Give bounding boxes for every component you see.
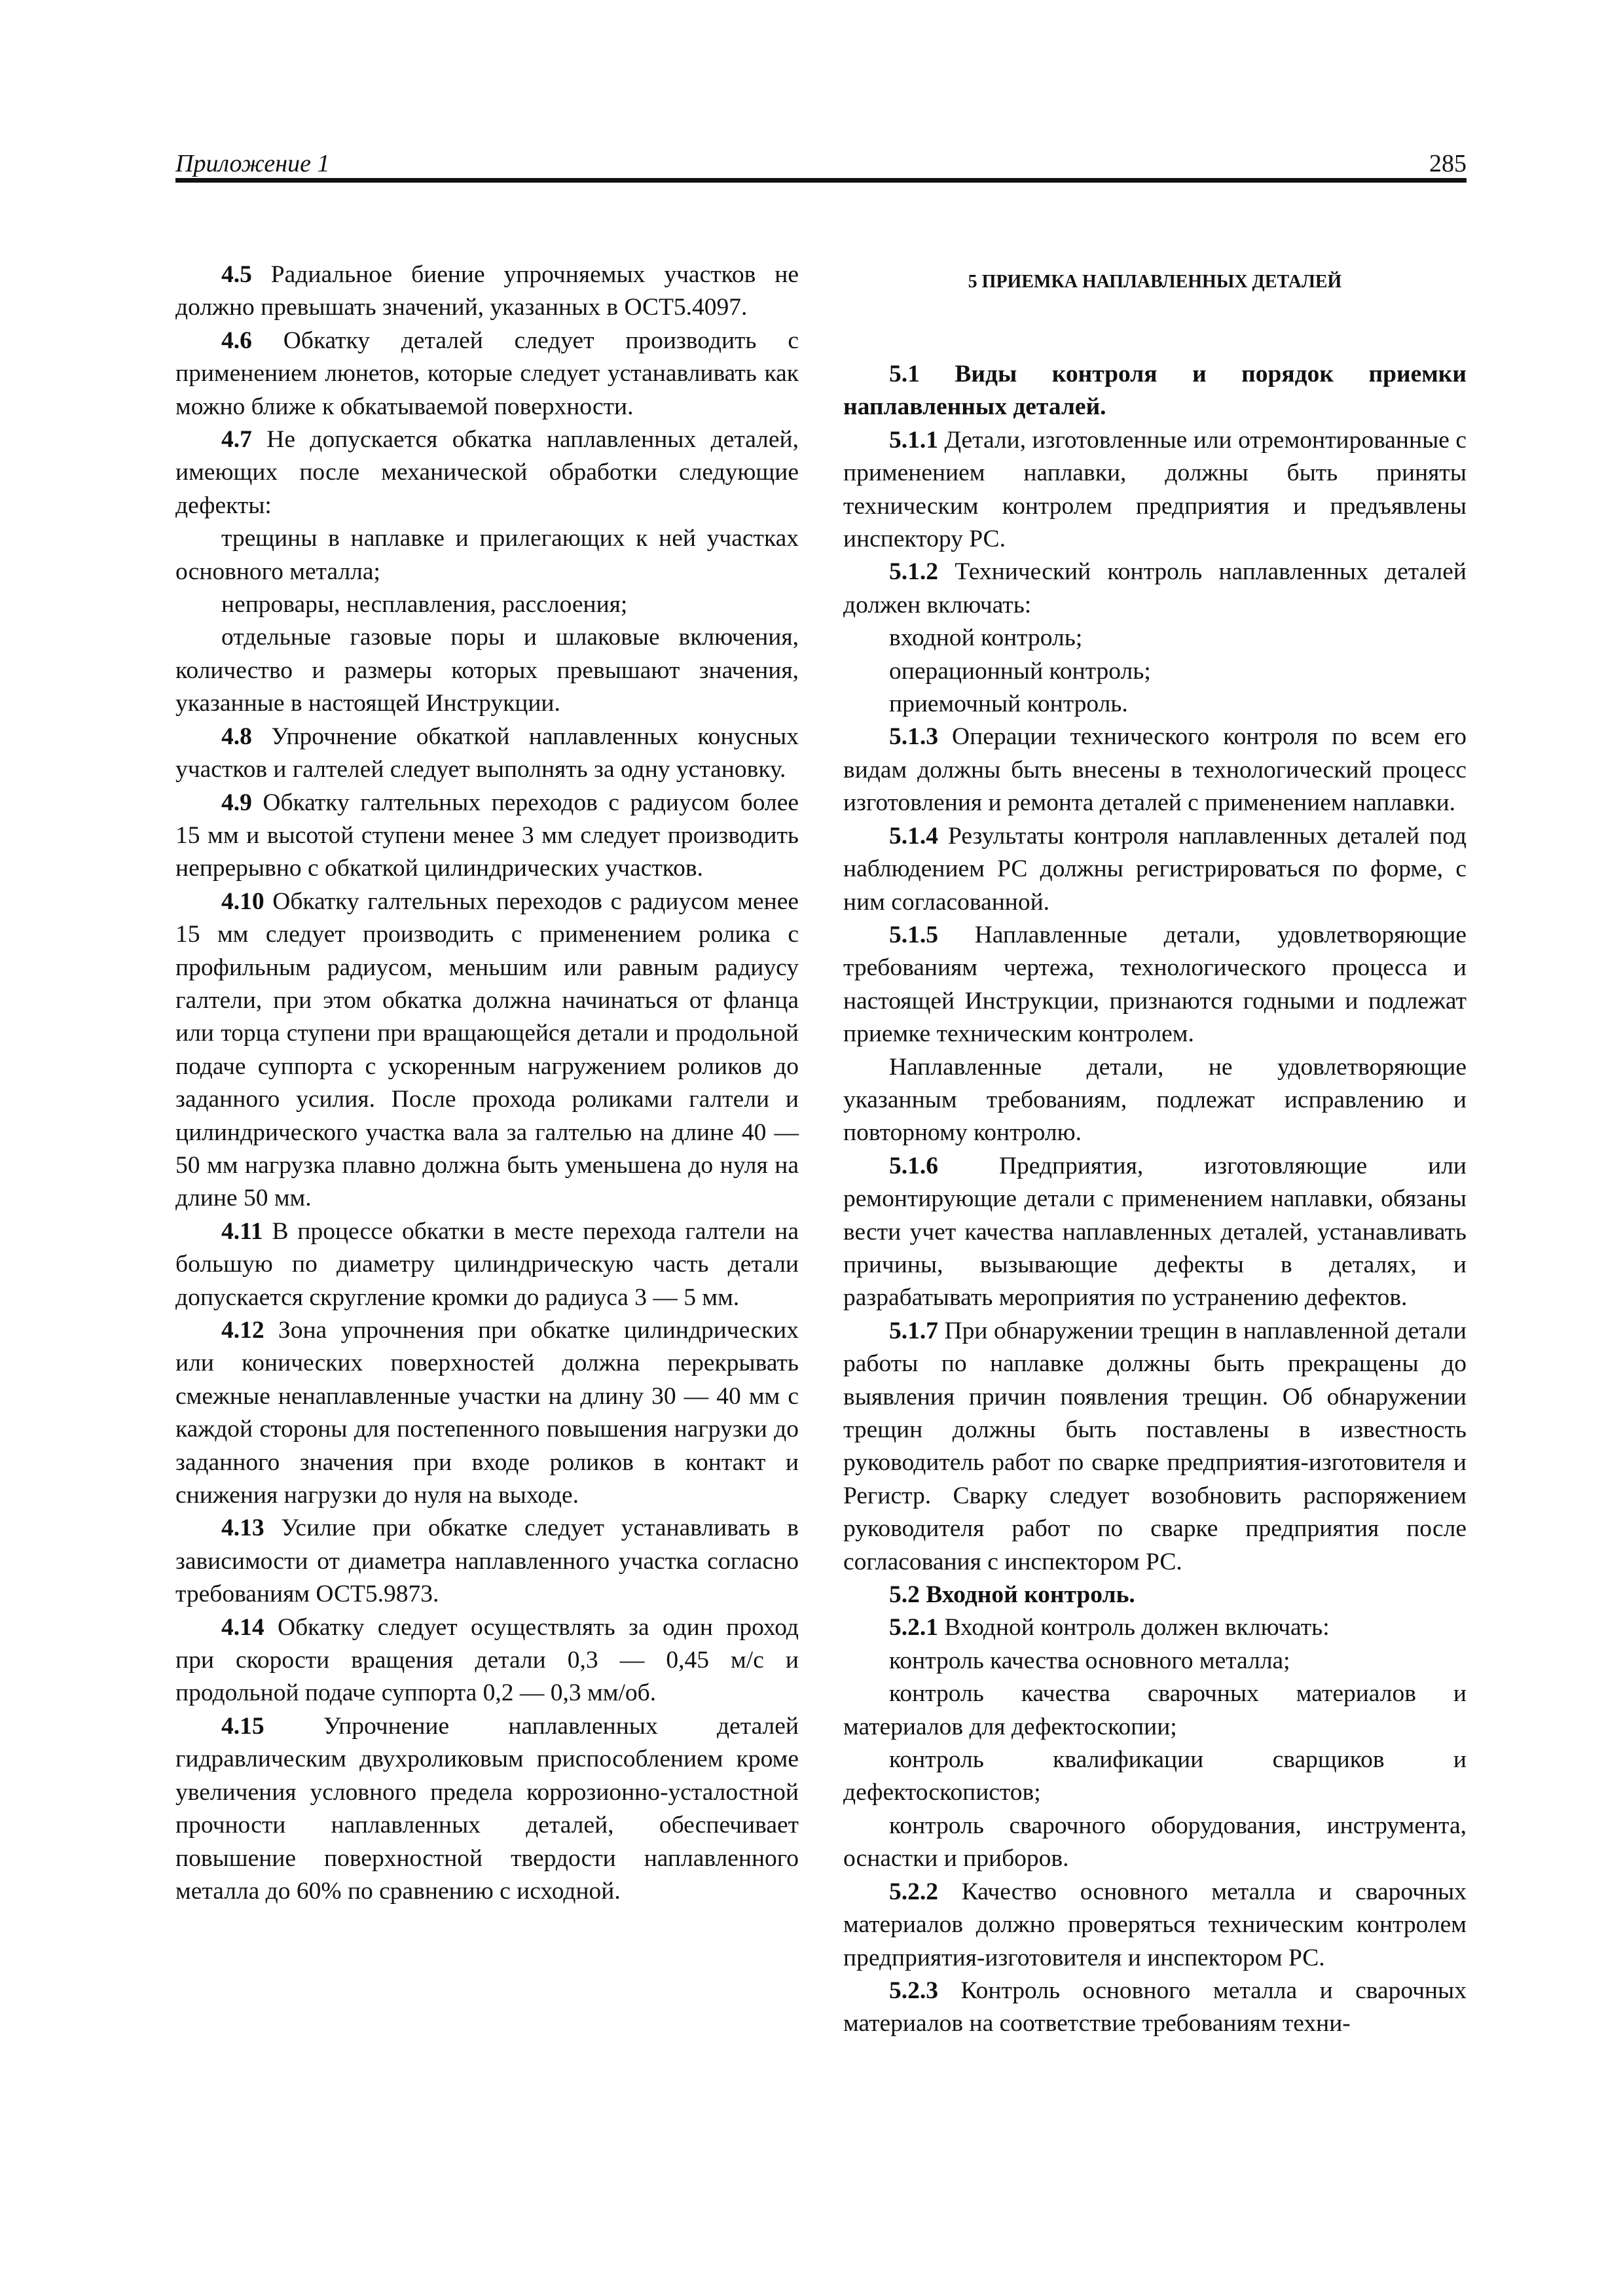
page-header (175, 149, 1467, 183)
paragraph: 4.5 Радиальное биение упрочняемых участков не должно превышать значений, указанных в ОСТ5.4097. (175, 261, 799, 321)
paragraph: 4.11 В процессе обкатки в месте перехода галтели на большую по диаметру цилиндрическую часть детали допускается скругление кромки до радиуса 3 — 5 мм. (175, 1217, 799, 1311)
list-item: трещины в наплавке и прилегающих к ней участках основного металла; (175, 525, 799, 585)
section-title: 5 ПРИЕМКА НАПЛАВЛЕННЫХ ДЕТАЛЕЙ (968, 272, 1342, 292)
subsection-title: 5.2 Входной контроль. (889, 1581, 1135, 1609)
paragraph: 5.1.1 Детали, изготовленные или отремонтированные с применением наплавки, должны быть приняты техническим контролем предприятия и предъявлены инспектору РС. (843, 426, 1467, 553)
paragraph: 4.7 Не допускается обкатка наплавленных деталей, имеющих после механической обработки следующие дефекты: (175, 426, 799, 519)
paragraph: 5.1.7 При обнаружении трещин в наплавленной детали работы по наплавке должны быть прекращены до выявления причин появления трещин. Об обнаружении трещин должны быть поставлены в известность руководитель работ по сварке предприятия-изготовителя и Регистр. Сварку следует возобновить распоряжением руководителя работ по сварке предприятия после согласования с инспектором РС. (843, 1317, 1467, 1575)
list-item: контроль качества основного металла; (889, 1647, 1290, 1674)
paragraph: 5.1.6 Предприятия, изготовляющие или ремонтирующие детали с применением наплавки, обязаны вести учет качества наплавленных деталей, устанавливать причины, вызывающие дефекты в деталях, и разрабатывать мероприятия по устранению дефектов. (843, 1152, 1467, 1312)
paragraph: 4.8 Упрочнение обкаткой наплавленных конусных участков и галтелей следует выполнять за одну установку. (175, 723, 799, 783)
list-item: контроль качества сварочных материалов и материалов для дефектоскопии; (843, 1680, 1467, 1740)
paragraph: 4.12 Зона упрочнения при обкатке цилиндрических или конических поверхностей должна перекрывать смежные ненаплавленные участки на длину 30 — 40 мм с каждой стороны для постепенного повышения нагрузки до заданного значения при входе роликов в контакт и снижения нагрузки до нуля на выходе. (175, 1317, 799, 1509)
paragraph: 4.13 Усилие при обкатке следует устанавливать в зависимости от диаметра наплавленного участка согласно требованиям ОСТ5.9873. (175, 1515, 799, 1608)
paragraph: 5.1.2 Технический контроль наплавленных деталей должен включать: (843, 558, 1467, 619)
list-item: приемочный контроль. (889, 691, 1128, 718)
list-item: контроль квалификации сварщиков и дефектоскопистов; (843, 1746, 1467, 1806)
paragraph: 4.10 Обкатку галтельных переходов с радиусом менее 15 мм следует производить с применением ролика с профильным радиусом, меньшим или равным радиусу галтели, при этом обкатка должна начинаться от фланца или торца ступени при вращающейся детали и продольной подаче суппорта с ускоренным нагружением роликов до заданного усилия. После прохода роликами галтели и цилиндрического участка вала за галтелью на длине 40 — 50 мм нагрузка плавно должна быть уменьшена до нуля на длине 50 мм. (175, 888, 799, 1212)
paragraph: 4.6 Обкатку деталей следует производить с применением люнетов, которые следует устанавливать как можно ближе к обкатываемой поверхности. (175, 327, 799, 420)
list-item: отдельные газовые поры и шлаковые включения, количество и размеры которых превышают значения, указанные в настоящей Инструкции. (175, 624, 799, 717)
paragraph: 4.15 Упрочнение наплавленных деталей гидравлическим двухроликовым приспособлением кроме увеличения условного предела коррозионно-усталостной прочности наплавленных деталей, обеспечивает повышение поверхностной твердости наплавленного металла до 60% по сравнению с исходной. (175, 1712, 799, 1905)
paragraph: 5.2.3 Контроль основного металла и сварочных материалов на соответствие требованиям техни- (843, 1977, 1467, 2037)
list-item: входной контроль; (889, 624, 1083, 652)
paragraph: 5.1.4 Результаты контроля наплавленных деталей под наблюдением РС должны регистрироваться по форме, с ним согласованной. (843, 822, 1467, 916)
paragraph: 5.2.1 Входной контроль должен включать: (889, 1614, 1330, 1641)
list-item: контроль сварочного оборудования, инструмента, оснастки и приборов. (843, 1812, 1467, 1873)
list-item: операционный контроль; (889, 657, 1151, 685)
paragraph: 5.1.3 Операции технического контроля по всем его видам должны быть внесены в технологический процесс изготовления и ремонта деталей с применением наплавки. (843, 723, 1467, 817)
running-title: Приложение 1 (175, 150, 330, 177)
right-column (843, 259, 1467, 2041)
page-number: 285 (1429, 150, 1467, 177)
paragraph: Наплавленные детали, не удовлетворяющие указанным требованиям, подлежат исправлению и повторному контролю. (843, 1053, 1467, 1147)
paragraph: 5.2.2 Качество основного металла и сварочных материалов должно проверяться техническим контролем предприятия-изготовителя и инспектором РС. (843, 1878, 1467, 1971)
paragraph: 4.9 Обкатку галтельных переходов с радиусом более 15 мм и высотой ступени менее 3 мм следует производить непрерывно с обкаткой цилиндрических участков. (175, 789, 799, 882)
subsection-title: 5.1 Виды контроля и порядок приемки наплавленных деталей. (843, 361, 1467, 421)
paragraph: 5.1.5 Наплавленные детали, удовлетворяющие требованиям чертежа, технологического процесса и настоящей Инструкции, признаются годными и подлежат приемке техническим контролем. (843, 921, 1467, 1048)
list-item: непровары, несплавления, расслоения; (221, 591, 628, 619)
left-column (175, 259, 799, 1908)
paragraph: 4.14 Обкатку следует осуществлять за один проход при скорости вращения детали 0,3 — 0,45 м/с и продольной подаче суппорта 0,2 — 0,3 мм/об. (175, 1613, 799, 1707)
